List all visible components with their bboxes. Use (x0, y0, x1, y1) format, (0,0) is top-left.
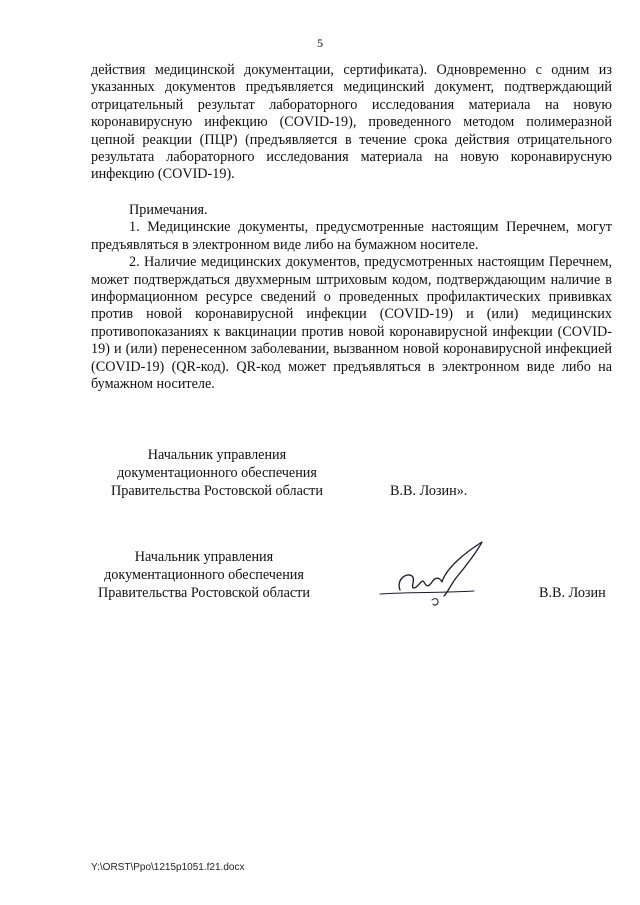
note-item-2: 2. Наличие медицинских документов, предусмотренных настоящим Перечнем, может подтверждаться двухмерным штриховым кодом, подтверждающим наличие в информационном ресурсе сведений о проведенных профилактических прививках против новой коронавирусной инфекции (COVID-19) и (или) медицинских противопоказаниях к вакцинации против новой коронавирусной инфекции (COVID-19) и (или) перенесенном заболевании, вызванном новой коронавирусной инфекцией (COVID-19) (QR-код). QR-код может предъявляться в электронном виде либо на бумажном носителе. (91, 254, 612, 393)
note-item-1: 1. Медицинские документы, предусмотренные настоящим Перечнем, могут предъявляться в электронном виде либо на бумажном носителе. (91, 219, 612, 253)
footer-file-path: Y:\ORST\Ppo\1215p1051.f21.docx (91, 862, 245, 873)
notes-section (91, 202, 612, 393)
notes-heading: Примечания. (129, 202, 208, 218)
signature-title-line: Правительства Ростовской области (98, 585, 310, 601)
quoted-signature-title (103, 446, 331, 500)
signer-name: В.В. Лозин (539, 585, 606, 601)
signer-title (88, 548, 320, 602)
signature-title-line: Правительства Ростовской области (111, 483, 323, 499)
signature-title-line: Начальник управления (147, 447, 287, 463)
signature-title-line: документационного обеспечения (117, 465, 317, 481)
quoted-signer-name: В.В. Лозин». (390, 483, 468, 499)
handwritten-signature (370, 538, 490, 610)
signature-title-line: Начальник управления (134, 549, 274, 565)
page-number: 5 (317, 36, 323, 50)
continuation-text: действия медицинской документации, сертификата). Одновременно с одним из указанных документов предъявляется медицинский документ, подтверждающий отрицательный результат лабораторного исследования материала на новую коронавирусную инфекцию (COVID-19), проведенного методом полимеразной цепной реакции (ПЦР) (предъявляется в течение срока действия отрицательного результата лабораторного исследования материала на новую коронавирусную инфекцию (COVID-19). (91, 62, 612, 183)
body-continuation-paragraph (91, 62, 612, 184)
signature-title-line: документационного обеспечения (104, 567, 304, 583)
